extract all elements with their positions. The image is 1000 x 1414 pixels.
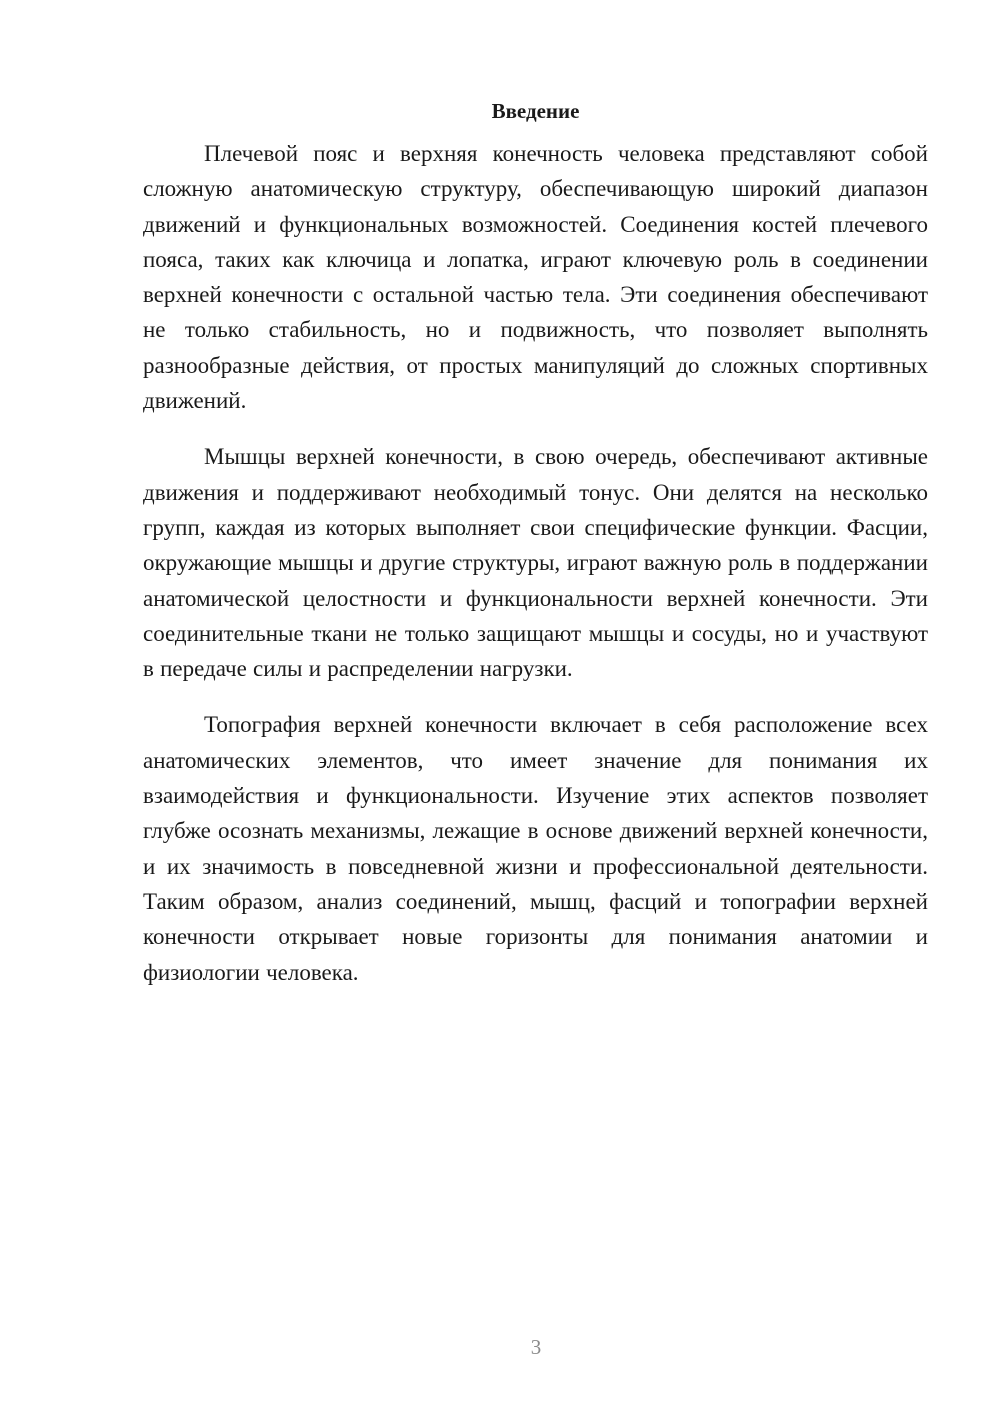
paragraph-topography: Топография верхней конечности включает в себя расположение всех анатомических элементов, что имеет значение для понимания их взаимодействия и функциональности. Изучение этих аспектов позволяет глубже осознать механизмы, лежащие в основе движений верхней конечности, и их значимость в повседневной жизни и профессиональной деятельности. Таким образом, анализ соединений, мышц, фасций и топографии верхней конечности открывает новые горизонты для понимания анатомии и физиологии человека. — [143, 712, 928, 985]
section-title: Введение — [491, 99, 580, 123]
document-body — [143, 94, 928, 1011]
page-number: 3 — [530, 1335, 542, 1359]
paragraph-muscles: Мышцы верхней конечности, в свою очередь, обеспечивают активные движения и поддерживают необходимый тонус. Они делятся на несколько групп, каждая из которых выполняет свои специфические функции. Фасции, окружающие мышцы и другие структуры, играют важную роль в поддержании анатомической целостности и функциональности верхней конечности. Эти соединительные ткани не только защищают мышцы и сосуды, но и участвуют в передаче силы и распределении нагрузки. — [143, 444, 928, 682]
paragraph-intro: Плечевой пояс и верхняя конечность человека представляют собой сложную анатомическую структуру, обеспечивающую широкий диапазон движений и функциональных возможностей. Соединения костей плечевого пояса, таких как ключица и лопатка, играют ключевую роль в соединении верхней конечности с остальной частью тела. Эти соединения обеспечивают не только стабильность, но и подвижность, что позволяет выполнять разнообразные действия, от простых манипуляций до сложных спортивных движений. — [143, 141, 928, 414]
